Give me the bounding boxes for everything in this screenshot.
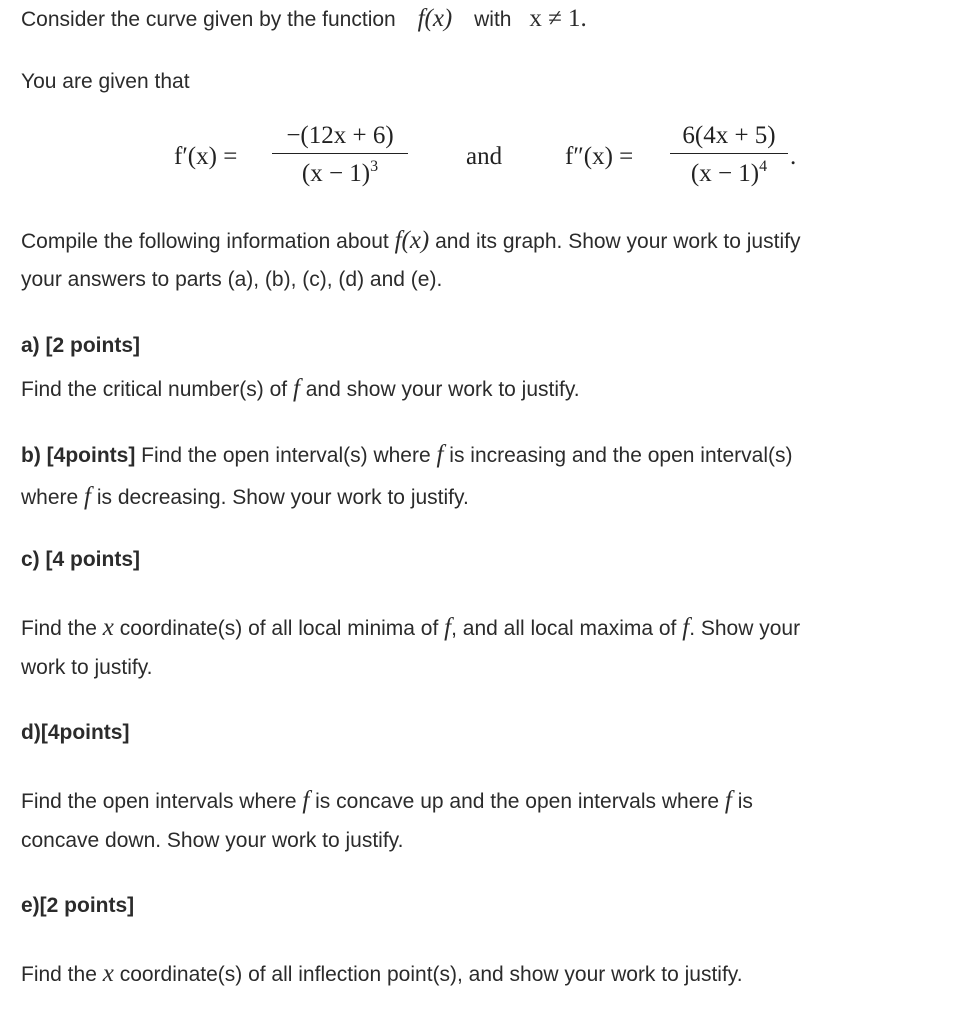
instructions-fx: f(x) bbox=[394, 227, 430, 254]
part-d-heading: d)[4points] bbox=[21, 721, 130, 744]
intro-function: f(x) bbox=[417, 5, 453, 32]
f-symbol: f bbox=[444, 614, 452, 641]
part-c-heading: c) [4 points] bbox=[21, 548, 140, 571]
part-e-text: Find the x coordinate(s) of all inflection point(s), and show your work to justify. bbox=[21, 960, 743, 987]
given-label: You are given that bbox=[21, 70, 190, 93]
intro-with: with bbox=[474, 8, 512, 31]
derivative-formulas bbox=[0, 0, 964, 210]
part-b-line-1: b) [4points] Find the open interval(s) where f is increasing and the open interval(s) bbox=[21, 441, 793, 468]
first-derivative-lhs: f′(x) = bbox=[174, 143, 238, 170]
f-symbol: f bbox=[292, 375, 300, 402]
first-derivative-denominator: $(x - 1)^3$ bbox=[301, 158, 379, 187]
part-d-line-1: Find the open intervals where f is concave up and the open intervals where f is bbox=[21, 787, 753, 814]
second-derivative-fraction bbox=[670, 123, 788, 186]
fraction-bar bbox=[272, 153, 408, 154]
part-b-line-2: where f is decreasing. Show your work to justify. bbox=[21, 483, 469, 510]
second-derivative-lhs: f″(x) = bbox=[565, 143, 634, 170]
x-symbol: x bbox=[102, 960, 114, 987]
part-e-heading: e)[2 points] bbox=[21, 894, 135, 917]
intro-text: Consider the curve given by the function bbox=[21, 8, 396, 31]
f-symbol: f bbox=[84, 483, 91, 510]
part-b-heading: b) [4points] bbox=[21, 444, 136, 467]
formula-period: . bbox=[790, 143, 797, 170]
part-c-line-1: Find the x coordinate(s) of all local minima of f, and all local maxima of f. Show your bbox=[21, 614, 801, 641]
instructions-suffix: and its graph. Show your work to justify bbox=[435, 230, 801, 253]
second-derivative-denominator: $(x - 1)^4$ bbox=[690, 158, 768, 187]
second-derivative-numerator: 6(4x + 5) bbox=[682, 122, 776, 149]
f-symbol: f bbox=[682, 614, 690, 641]
instructions-line-2: your answers to parts (a), (b), (c), (d) and (e). bbox=[21, 268, 443, 291]
intro-condition: x ≠ 1. bbox=[529, 5, 587, 32]
first-derivative-fraction bbox=[272, 123, 408, 186]
part-a-heading: a) [2 points] bbox=[21, 334, 140, 357]
x-symbol: x bbox=[102, 614, 114, 641]
instructions-prefix: Compile the following information about bbox=[21, 230, 389, 253]
and-word: and bbox=[466, 143, 503, 170]
part-d-line-2: concave down. Show your work to justify. bbox=[21, 829, 404, 852]
f-symbol: f bbox=[302, 787, 310, 814]
fraction-bar bbox=[670, 153, 788, 154]
f-symbol: f bbox=[724, 787, 732, 814]
instructions-line-1 bbox=[21, 228, 800, 253]
part-a-text: Find the critical number(s) of f and show your work to justify. bbox=[21, 375, 580, 402]
first-derivative-numerator: −(12x + 6) bbox=[286, 122, 394, 149]
f-symbol: f bbox=[436, 441, 444, 468]
part-c-line-2: work to justify. bbox=[21, 656, 153, 679]
